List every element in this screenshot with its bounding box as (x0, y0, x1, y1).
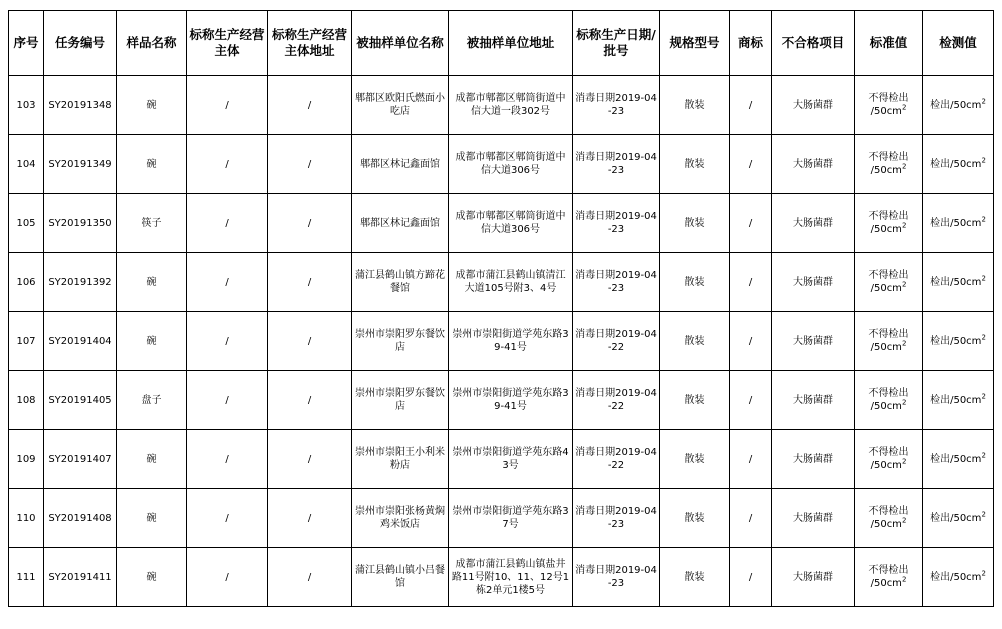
failed-item-cell: 大肠菌群 (772, 253, 855, 312)
brand-cell: / (730, 548, 772, 607)
detected-value-text: 检出/50cm (930, 571, 982, 583)
task-id-cell: SY20191405 (44, 371, 117, 430)
production-date-cell: 消毒日期2019-04-23 (573, 135, 660, 194)
detected-value-cell (923, 489, 994, 548)
squared-superscript: 2 (901, 162, 907, 171)
sampled-unit-address-cell: 成都市郫都区郫筒街道中信大道306号 (449, 135, 573, 194)
table-row (9, 548, 994, 607)
standard-value-cell (855, 312, 923, 371)
squared-superscript: 2 (981, 569, 986, 578)
squared-superscript: 2 (901, 339, 907, 348)
standard-value-text: 不得检出 (868, 211, 909, 222)
detected-value-cell (923, 194, 994, 253)
producer-cell: / (187, 253, 268, 312)
production-date-cell: 消毒日期2019-04-22 (573, 371, 660, 430)
table-row (9, 135, 994, 194)
sampled-unit-cell: 郫都区欧阳氏燃面小吃店 (352, 76, 449, 135)
table-header (9, 11, 994, 76)
sampled-unit-cell: 崇州市崇阳王小利米粉店 (352, 430, 449, 489)
spec-cell: 散装 (660, 371, 730, 430)
task-id-cell: SY20191348 (44, 76, 117, 135)
spec-cell: 散装 (660, 312, 730, 371)
producer-cell: / (187, 194, 268, 253)
standard-value-text: 不得检出 (868, 270, 909, 281)
row-number-cell: 105 (9, 194, 44, 253)
table-row (9, 253, 994, 312)
brand-cell: / (730, 76, 772, 135)
producer-address-cell: / (268, 194, 352, 253)
row-number-cell: 103 (9, 76, 44, 135)
detected-value-cell (923, 430, 994, 489)
squared-superscript: 2 (981, 392, 986, 401)
task-id-cell: SY20191411 (44, 548, 117, 607)
producer-cell: / (187, 76, 268, 135)
standard-value-unit: /50cm (870, 165, 902, 176)
detected-value-text: 检出/50cm (930, 276, 982, 288)
production-date-cell: 消毒日期2019-04-22 (573, 430, 660, 489)
spec-cell: 散装 (660, 76, 730, 135)
detected-value-text: 检出/50cm (930, 217, 982, 229)
failed-item-cell: 大肠菌群 (772, 194, 855, 253)
brand-cell: / (730, 135, 772, 194)
production-date-cell: 消毒日期2019-04-23 (573, 76, 660, 135)
sample-name-cell: 碗 (117, 253, 187, 312)
detected-value-cell (923, 253, 994, 312)
failed-item-cell: 大肠菌群 (772, 430, 855, 489)
col-failed-item-header: 不合格项目 (772, 11, 855, 76)
failed-item-cell: 大肠菌群 (772, 371, 855, 430)
task-id-cell: SY20191392 (44, 253, 117, 312)
squared-superscript: 2 (901, 575, 907, 584)
standard-value-unit: /50cm (870, 460, 902, 471)
producer-cell: / (187, 489, 268, 548)
sample-name-cell: 碗 (117, 312, 187, 371)
producer-address-cell: / (268, 548, 352, 607)
col-no-header: 序号 (9, 11, 44, 76)
spec-cell: 散装 (660, 548, 730, 607)
squared-superscript: 2 (981, 333, 986, 342)
standard-value-unit: /50cm (870, 578, 902, 589)
producer-address-cell: / (268, 135, 352, 194)
col-producer-header: 标称生产经营主体 (187, 11, 268, 76)
standard-value-text: 不得检出 (868, 93, 909, 104)
spec-cell: 散装 (660, 194, 730, 253)
sampled-unit-address-cell: 成都市蒲江县鹤山镇盐井路11号附10、11、12号1栋2单元1楼5号 (449, 548, 573, 607)
standard-value-unit: /50cm (870, 283, 902, 294)
row-number-cell: 107 (9, 312, 44, 371)
task-id-cell: SY20191407 (44, 430, 117, 489)
standard-value-text: 不得检出 (868, 388, 909, 399)
sampled-unit-cell: 蒲江县鹤山镇小吕餐馆 (352, 548, 449, 607)
sample-name-cell: 碗 (117, 76, 187, 135)
spec-cell: 散装 (660, 489, 730, 548)
producer-address-cell: / (268, 253, 352, 312)
detected-value-cell (923, 135, 994, 194)
col-standard-value-header: 标准值 (855, 11, 923, 76)
header-row (9, 11, 994, 76)
producer-cell: / (187, 312, 268, 371)
production-date-cell: 消毒日期2019-04-23 (573, 548, 660, 607)
sampled-unit-cell: 崇州市崇阳张杨黄焖鸡米饭店 (352, 489, 449, 548)
table-row (9, 371, 994, 430)
row-number-cell: 110 (9, 489, 44, 548)
sample-name-cell: 碗 (117, 135, 187, 194)
standard-value-cell (855, 489, 923, 548)
failed-item-cell: 大肠菌群 (772, 312, 855, 371)
spec-cell: 散装 (660, 253, 730, 312)
row-number-cell: 108 (9, 371, 44, 430)
col-producer-address-header: 标称生产经营主体地址 (268, 11, 352, 76)
detected-value-text: 检出/50cm (930, 99, 982, 111)
table-row (9, 194, 994, 253)
spec-cell: 散装 (660, 430, 730, 489)
brand-cell: / (730, 312, 772, 371)
failed-item-cell: 大肠菌群 (772, 76, 855, 135)
col-spec-header: 规格型号 (660, 11, 730, 76)
standard-value-text: 不得检出 (868, 152, 909, 163)
squared-superscript: 2 (901, 457, 907, 466)
sample-name-cell: 碗 (117, 430, 187, 489)
production-date-cell: 消毒日期2019-04-22 (573, 312, 660, 371)
production-date-cell: 消毒日期2019-04-23 (573, 194, 660, 253)
col-sampled-unit-address-header: 被抽样单位地址 (449, 11, 573, 76)
standard-value-cell (855, 135, 923, 194)
sample-name-cell: 碗 (117, 548, 187, 607)
standard-value-unit: /50cm (870, 106, 902, 117)
task-id-cell: SY20191350 (44, 194, 117, 253)
squared-superscript: 2 (981, 97, 986, 106)
brand-cell: / (730, 194, 772, 253)
producer-cell: / (187, 430, 268, 489)
standard-value-text: 不得检出 (868, 329, 909, 340)
failed-item-cell: 大肠菌群 (772, 489, 855, 548)
col-sample-name-header: 样品名称 (117, 11, 187, 76)
sampled-unit-address-cell: 崇州市崇阳街道学苑东路43号 (449, 430, 573, 489)
sampled-unit-address-cell: 成都市郫都区郫筒街道中信大道306号 (449, 194, 573, 253)
col-detected-value-header: 检测值 (923, 11, 994, 76)
brand-cell: / (730, 371, 772, 430)
sampled-unit-cell: 崇州市崇阳罗东餐饮店 (352, 371, 449, 430)
table-row (9, 430, 994, 489)
standard-value-unit: /50cm (870, 224, 902, 235)
col-production-date-header: 标称生产日期/批号 (573, 11, 660, 76)
sampled-unit-address-cell: 成都市蒲江县鹤山镇清江大道105号附3、4号 (449, 253, 573, 312)
producer-address-cell: / (268, 489, 352, 548)
col-task-id-header: 任务编号 (44, 11, 117, 76)
brand-cell: / (730, 430, 772, 489)
table-body (9, 76, 994, 607)
sampling-results-table (8, 10, 994, 607)
producer-address-cell: / (268, 371, 352, 430)
table-row (9, 489, 994, 548)
sample-name-cell: 碗 (117, 489, 187, 548)
failed-item-cell: 大肠菌群 (772, 548, 855, 607)
row-number-cell: 106 (9, 253, 44, 312)
col-brand-header: 商标 (730, 11, 772, 76)
producer-cell: / (187, 371, 268, 430)
squared-superscript: 2 (981, 215, 986, 224)
standard-value-cell (855, 194, 923, 253)
sample-name-cell: 筷子 (117, 194, 187, 253)
producer-cell: / (187, 548, 268, 607)
squared-superscript: 2 (981, 156, 986, 165)
standard-value-cell (855, 76, 923, 135)
squared-superscript: 2 (901, 398, 907, 407)
detected-value-cell (923, 371, 994, 430)
standard-value-cell (855, 548, 923, 607)
sampled-unit-address-cell: 崇州市崇阳街道学苑东路37号 (449, 489, 573, 548)
squared-superscript: 2 (901, 516, 907, 525)
squared-superscript: 2 (981, 510, 986, 519)
sampled-unit-address-cell: 崇州市崇阳街道学苑东路39-41号 (449, 312, 573, 371)
sample-name-cell: 盘子 (117, 371, 187, 430)
standard-value-unit: /50cm (870, 342, 902, 353)
squared-superscript: 2 (901, 103, 907, 112)
table-row (9, 312, 994, 371)
producer-address-cell: / (268, 76, 352, 135)
standard-value-unit: /50cm (870, 401, 902, 412)
production-date-cell: 消毒日期2019-04-23 (573, 253, 660, 312)
detected-value-cell (923, 548, 994, 607)
standard-value-cell (855, 253, 923, 312)
detected-value-text: 检出/50cm (930, 158, 982, 170)
col-sampled-unit-header: 被抽样单位名称 (352, 11, 449, 76)
sampled-unit-cell: 郫都区林记鑫面馆 (352, 194, 449, 253)
detected-value-text: 检出/50cm (930, 512, 982, 524)
row-number-cell: 109 (9, 430, 44, 489)
brand-cell: / (730, 253, 772, 312)
squared-superscript: 2 (981, 451, 986, 460)
standard-value-text: 不得检出 (868, 565, 909, 576)
sampled-unit-cell: 郫都区林记鑫面馆 (352, 135, 449, 194)
task-id-cell: SY20191404 (44, 312, 117, 371)
detected-value-text: 检出/50cm (930, 335, 982, 347)
standard-value-cell (855, 371, 923, 430)
producer-address-cell: / (268, 312, 352, 371)
detected-value-text: 检出/50cm (930, 394, 982, 406)
producer-address-cell: / (268, 430, 352, 489)
sampled-unit-cell: 蒲江县鹤山镇方蹄花餐馆 (352, 253, 449, 312)
task-id-cell: SY20191408 (44, 489, 117, 548)
sampled-unit-cell: 崇州市崇阳罗东餐饮店 (352, 312, 449, 371)
producer-cell: / (187, 135, 268, 194)
sampled-unit-address-cell: 崇州市崇阳街道学苑东路39-41号 (449, 371, 573, 430)
detected-value-text: 检出/50cm (930, 453, 982, 465)
task-id-cell: SY20191349 (44, 135, 117, 194)
table-row (9, 76, 994, 135)
standard-value-unit: /50cm (870, 519, 902, 530)
detected-value-cell (923, 76, 994, 135)
squared-superscript: 2 (981, 274, 986, 283)
row-number-cell: 104 (9, 135, 44, 194)
detected-value-cell (923, 312, 994, 371)
failed-item-cell: 大肠菌群 (772, 135, 855, 194)
standard-value-cell (855, 430, 923, 489)
spec-cell: 散装 (660, 135, 730, 194)
squared-superscript: 2 (901, 280, 907, 289)
row-number-cell: 111 (9, 548, 44, 607)
production-date-cell: 消毒日期2019-04-23 (573, 489, 660, 548)
standard-value-text: 不得检出 (868, 506, 909, 517)
squared-superscript: 2 (901, 221, 907, 230)
sampled-unit-address-cell: 成都市郫都区郫筒街道中信大道一段302号 (449, 76, 573, 135)
brand-cell: / (730, 489, 772, 548)
standard-value-text: 不得检出 (868, 447, 909, 458)
